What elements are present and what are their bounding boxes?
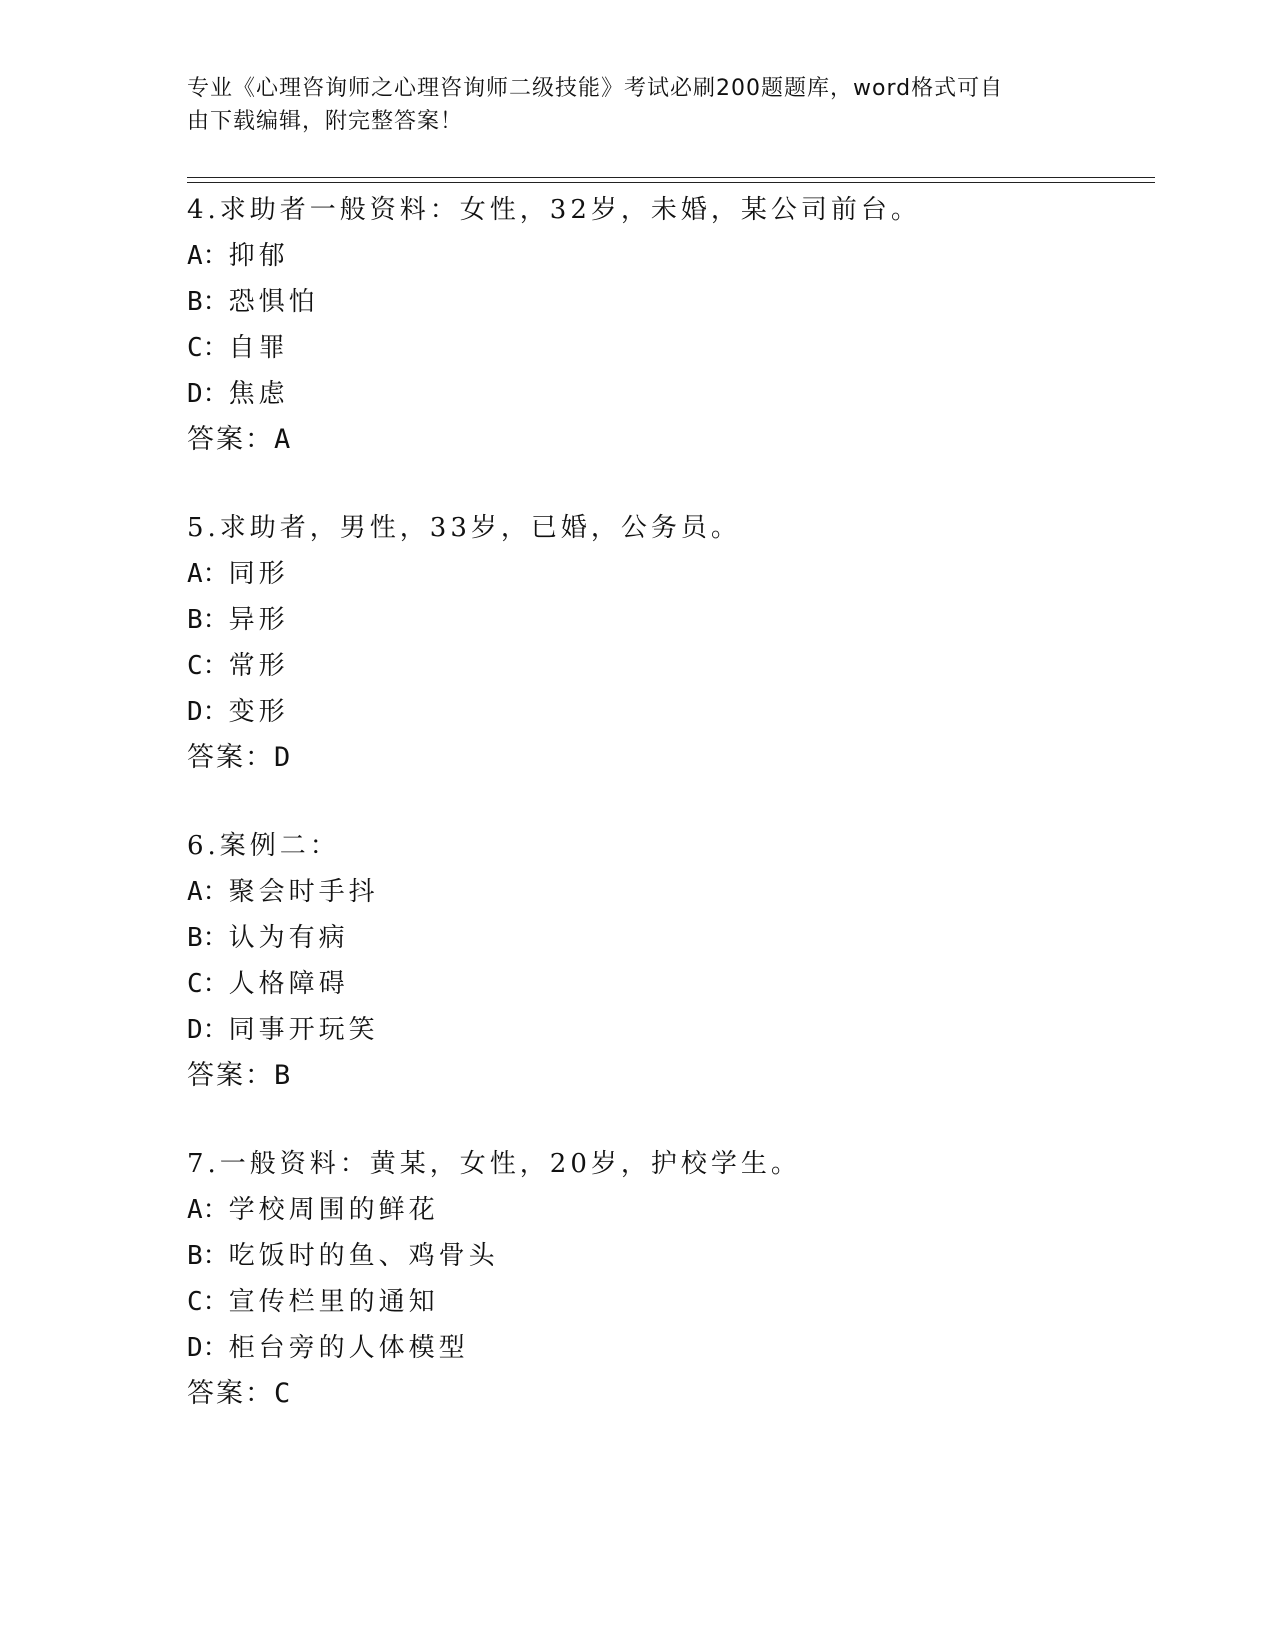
option-text: 变形 — [228, 697, 289, 727]
option-text: 柜台旁的人体模型 — [228, 1333, 469, 1363]
option-d — [187, 371, 1147, 417]
question-stem: 5.求助者，男性，33岁，已婚，公务员。 — [187, 513, 741, 543]
header-divider-top — [187, 177, 1155, 178]
answer-label: 答案： — [187, 1378, 274, 1409]
answer-value: B — [274, 1060, 291, 1091]
question-4 — [187, 187, 1147, 463]
option-c — [187, 643, 1147, 689]
option-letter: D： — [187, 697, 229, 727]
option-letter: B： — [187, 287, 229, 317]
option-letter: A： — [187, 241, 229, 271]
option-b — [187, 1233, 1147, 1279]
option-c — [187, 325, 1147, 371]
option-letter: B： — [187, 1241, 229, 1271]
answer-value: D — [274, 742, 291, 773]
question-stem: 6.案例二： — [187, 831, 340, 861]
answer-label: 答案： — [187, 742, 274, 773]
option-letter: A： — [187, 1195, 229, 1225]
option-c — [187, 961, 1147, 1007]
option-letter: D： — [187, 1015, 229, 1045]
header-line-2: 由下载编辑，附完整答案！ — [187, 109, 464, 134]
answer-line — [187, 1371, 1147, 1417]
option-letter: D： — [187, 1333, 229, 1363]
option-text: 焦虑 — [228, 379, 289, 409]
option-text: 吃饭时的鱼、鸡骨头 — [228, 1241, 499, 1271]
answer-label: 答案： — [187, 1060, 274, 1091]
option-text: 恐惧怕 — [228, 287, 319, 317]
option-text: 认为有病 — [228, 923, 349, 953]
option-c — [187, 1279, 1147, 1325]
option-a — [187, 551, 1147, 597]
option-b — [187, 597, 1147, 643]
option-a — [187, 1187, 1147, 1233]
option-letter: D： — [187, 379, 229, 409]
answer-line — [187, 735, 1147, 781]
question-5 — [187, 505, 1147, 781]
option-a — [187, 869, 1147, 915]
option-b — [187, 915, 1147, 961]
option-text: 自罪 — [228, 333, 289, 363]
option-letter: C： — [187, 1287, 229, 1317]
option-text: 抑郁 — [228, 241, 289, 271]
answer-value: C — [274, 1378, 291, 1409]
option-d — [187, 1325, 1147, 1371]
option-letter: A： — [187, 559, 229, 589]
answer-line — [187, 1053, 1147, 1099]
option-letter: A： — [187, 877, 229, 907]
header-divider-bottom — [187, 182, 1155, 183]
option-text: 常形 — [228, 651, 289, 681]
question-6 — [187, 823, 1147, 1099]
option-a — [187, 233, 1147, 279]
option-text: 聚会时手抖 — [228, 877, 379, 907]
answer-label: 答案： — [187, 424, 274, 455]
answer-line — [187, 417, 1147, 463]
option-d — [187, 1007, 1147, 1053]
option-text: 同形 — [228, 559, 289, 589]
option-text: 人格障碍 — [228, 969, 349, 999]
option-b — [187, 279, 1147, 325]
option-letter: C： — [187, 969, 229, 999]
option-text: 异形 — [228, 605, 289, 635]
header-line-1: 专业《心理咨询师之心理咨询师二级技能》考试必刷200题题库，word格式可自 — [187, 76, 1004, 101]
option-text: 宣传栏里的通知 — [228, 1287, 439, 1317]
option-letter: C： — [187, 333, 229, 363]
option-letter: B： — [187, 923, 229, 953]
document-header — [187, 72, 1067, 138]
option-letter: B： — [187, 605, 229, 635]
option-d — [187, 689, 1147, 735]
question-7 — [187, 1141, 1147, 1417]
option-text: 学校周围的鲜花 — [228, 1195, 439, 1225]
answer-value: A — [274, 424, 291, 455]
option-text: 同事开玩笑 — [228, 1015, 379, 1045]
question-stem: 4.求助者一般资料：女性，32岁，未婚，某公司前台。 — [187, 195, 921, 225]
question-stem: 7.一般资料：黄某，女性，20岁，护校学生。 — [187, 1149, 801, 1179]
option-letter: C： — [187, 651, 229, 681]
